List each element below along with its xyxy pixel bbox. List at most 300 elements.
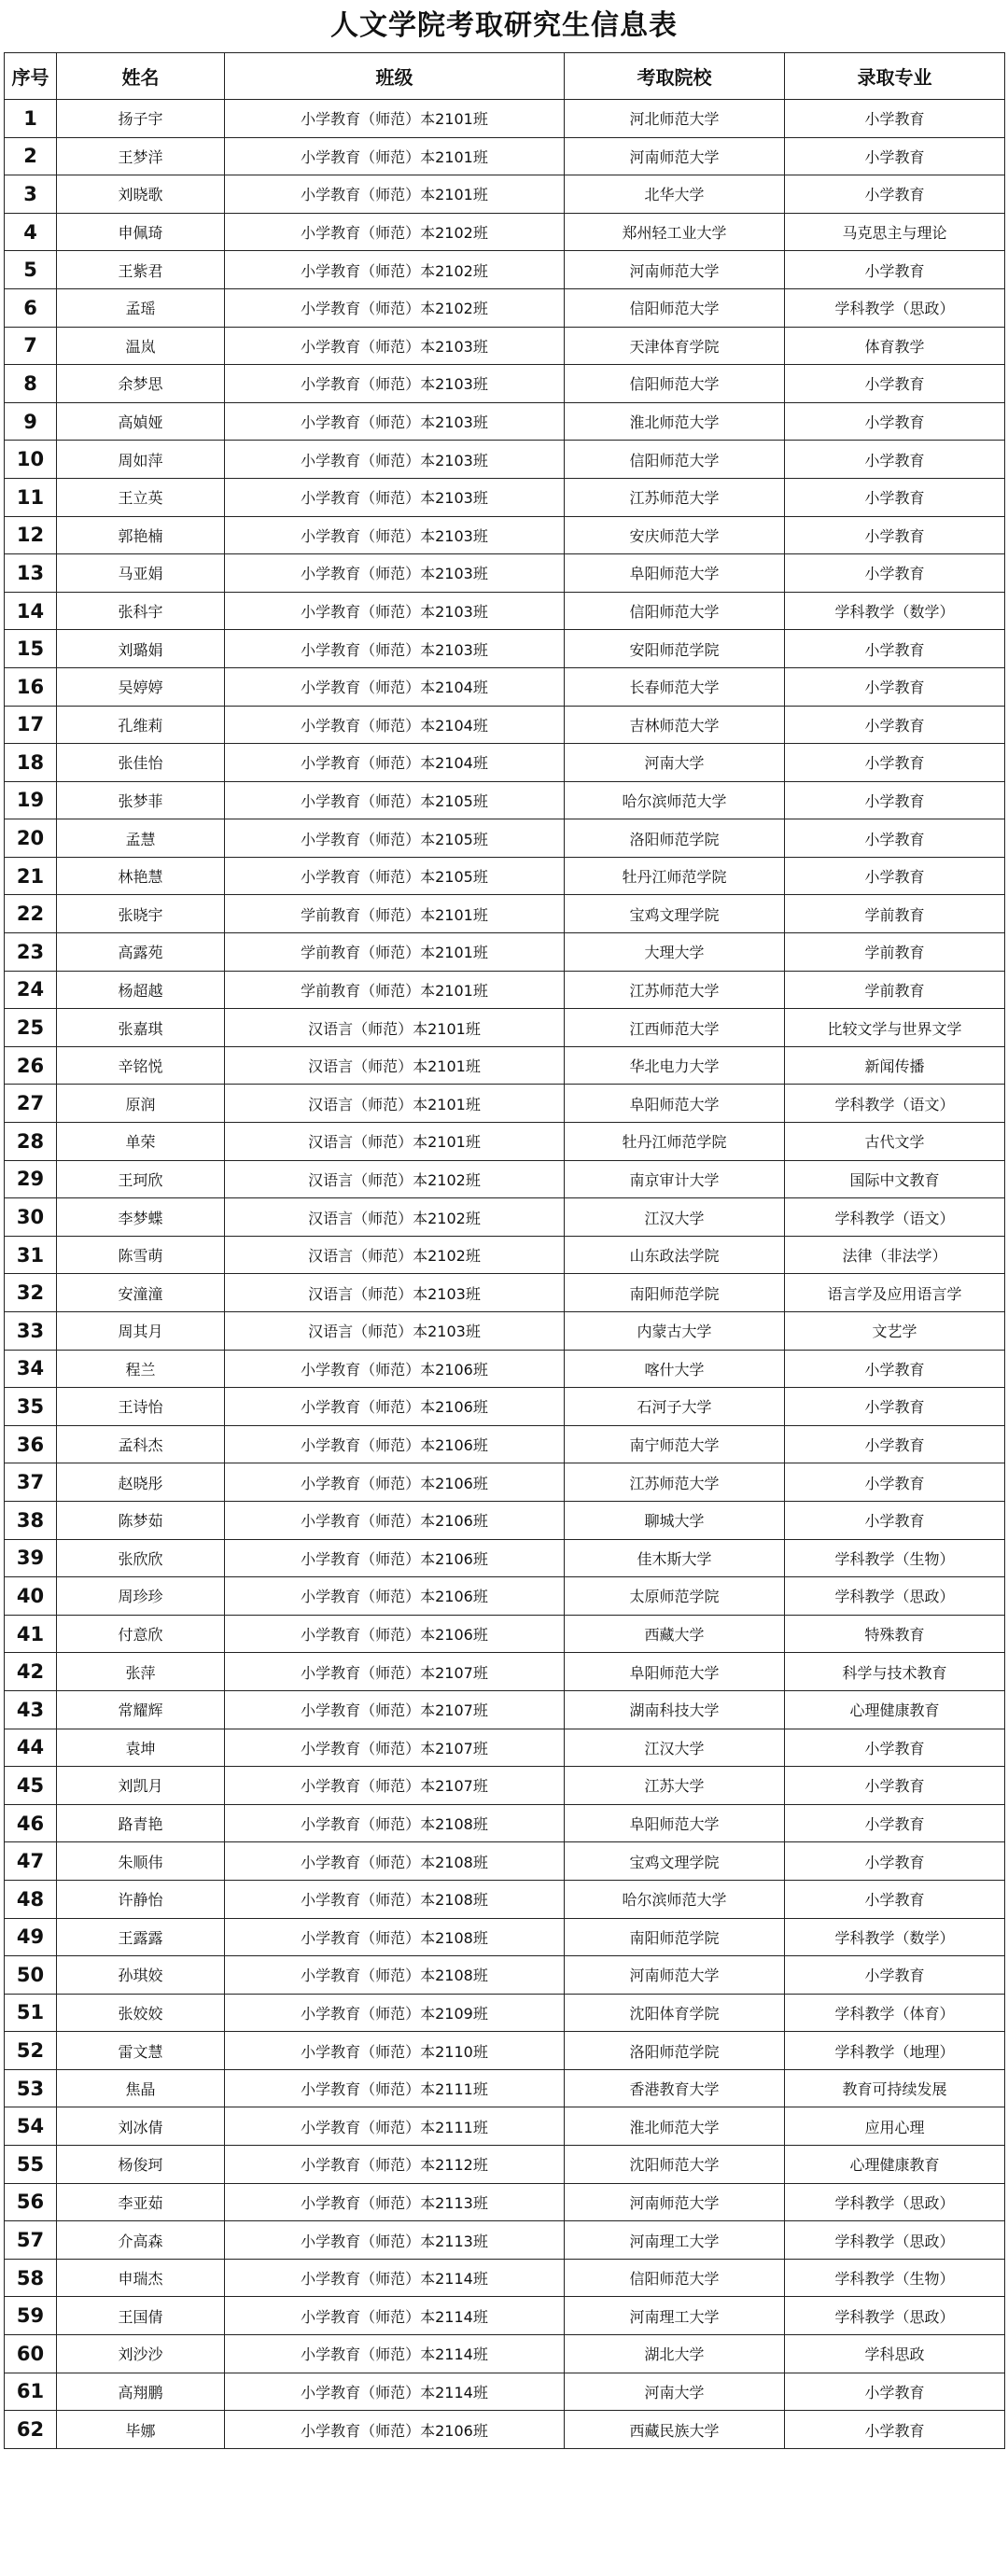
cell-index: 7 (5, 327, 57, 365)
cell-major: 学科教学（语文） (785, 1198, 1005, 1237)
cell-name: 朱顺伟 (57, 1842, 225, 1881)
header-school: 考取院校 (565, 53, 785, 100)
cell-major: 小学教育 (785, 706, 1005, 744)
cell-name: 张佳怡 (57, 744, 225, 782)
table-row (5, 175, 1005, 214)
cell-index: 24 (5, 971, 57, 1009)
cell-class: 小学教育（师范）本2107班 (225, 1729, 565, 1767)
cell-name: 许静怡 (57, 1880, 225, 1918)
cell-major: 比较文学与世界文学 (785, 1009, 1005, 1047)
cell-index: 59 (5, 2297, 57, 2335)
table-row (5, 441, 1005, 479)
cell-school: 西藏民族大学 (565, 2411, 785, 2449)
cell-school: 洛阳师范学院 (565, 2032, 785, 2070)
table-row (5, 1615, 1005, 1653)
table-row (5, 1729, 1005, 1767)
table-row (5, 1312, 1005, 1351)
cell-major: 学科思政 (785, 2335, 1005, 2373)
cell-class: 小学教育（师范）本2106班 (225, 1425, 565, 1463)
cell-major: 小学教育 (785, 1425, 1005, 1463)
cell-name: 张晓宇 (57, 895, 225, 933)
cell-school: 江苏师范大学 (565, 478, 785, 516)
table-body (5, 100, 1005, 2449)
table-row (5, 2183, 1005, 2221)
cell-index: 38 (5, 1501, 57, 1539)
cell-major: 小学教育 (785, 251, 1005, 289)
table-row (5, 1653, 1005, 1691)
cell-index: 15 (5, 630, 57, 668)
cell-class: 小学教育（师范）本2106班 (225, 1615, 565, 1653)
cell-index: 6 (5, 288, 57, 327)
cell-index: 55 (5, 2146, 57, 2184)
cell-school: 沈阳体育学院 (565, 1994, 785, 2032)
table-row (5, 288, 1005, 327)
cell-name: 高翔鹏 (57, 2373, 225, 2411)
cell-index: 31 (5, 1236, 57, 1274)
cell-school: 哈尔滨师范大学 (565, 1880, 785, 1918)
cell-school: 河南师范大学 (565, 251, 785, 289)
cell-school: 北华大学 (565, 175, 785, 214)
cell-class: 小学教育（师范）本2101班 (225, 175, 565, 214)
cell-index: 18 (5, 744, 57, 782)
cell-name: 杨超越 (57, 971, 225, 1009)
cell-class: 小学教育（师范）本2103班 (225, 441, 565, 479)
cell-major: 心理健康教育 (785, 1690, 1005, 1729)
table-row (5, 744, 1005, 782)
cell-school: 信阳师范大学 (565, 441, 785, 479)
cell-class: 小学教育（师范）本2102班 (225, 251, 565, 289)
table-row (5, 2146, 1005, 2184)
cell-school: 牡丹江师范学院 (565, 1123, 785, 1161)
cell-major: 小学教育 (785, 554, 1005, 593)
cell-school: 安庆师范大学 (565, 516, 785, 554)
table-row (5, 1388, 1005, 1426)
cell-name: 焦晶 (57, 2069, 225, 2107)
cell-class: 小学教育（师范）本2113班 (225, 2221, 565, 2260)
cell-school: 南阳师范学院 (565, 1274, 785, 1312)
cell-name: 高媜娅 (57, 402, 225, 441)
cell-name: 扬子宇 (57, 100, 225, 138)
cell-major: 小学教育 (785, 478, 1005, 516)
table-row (5, 2335, 1005, 2373)
cell-class: 小学教育（师范）本2102班 (225, 288, 565, 327)
cell-major: 应用心理 (785, 2107, 1005, 2146)
cell-class: 小学教育（师范）本2107班 (225, 1690, 565, 1729)
cell-name: 袁坤 (57, 1729, 225, 1767)
cell-major: 学科教学（地理） (785, 2032, 1005, 2070)
cell-class: 小学教育（师范）本2104班 (225, 744, 565, 782)
cell-index: 12 (5, 516, 57, 554)
cell-class: 汉语言（师范）本2102班 (225, 1160, 565, 1198)
cell-index: 61 (5, 2373, 57, 2411)
table-row (5, 971, 1005, 1009)
cell-name: 林艳慧 (57, 857, 225, 895)
table-row (5, 1198, 1005, 1237)
cell-name: 张欣欣 (57, 1539, 225, 1577)
table-row (5, 1350, 1005, 1388)
cell-class: 小学教育（师范）本2107班 (225, 1653, 565, 1691)
cell-name: 张萍 (57, 1653, 225, 1691)
cell-school: 牡丹江师范学院 (565, 857, 785, 895)
cell-class: 学前教育（师范）本2101班 (225, 895, 565, 933)
table-row (5, 781, 1005, 819)
cell-major: 体育教学 (785, 327, 1005, 365)
table-row (5, 1918, 1005, 1956)
cell-index: 53 (5, 2069, 57, 2107)
cell-class: 小学教育（师范）本2104班 (225, 706, 565, 744)
cell-name: 王国倩 (57, 2297, 225, 2335)
cell-name: 杨俊珂 (57, 2146, 225, 2184)
cell-school: 郑州轻工业大学 (565, 213, 785, 251)
cell-school: 江汉大学 (565, 1729, 785, 1767)
cell-class: 小学教育（师范）本2114班 (225, 2259, 565, 2297)
cell-index: 45 (5, 1767, 57, 1805)
cell-school: 喀什大学 (565, 1350, 785, 1388)
cell-name: 周其月 (57, 1312, 225, 1351)
cell-index: 52 (5, 2032, 57, 2070)
cell-name: 常耀辉 (57, 1690, 225, 1729)
cell-index: 50 (5, 1956, 57, 1995)
cell-class: 汉语言（师范）本2102班 (225, 1198, 565, 1237)
cell-index: 13 (5, 554, 57, 593)
table-row (5, 667, 1005, 706)
cell-major: 小学教育 (785, 819, 1005, 858)
cell-school: 江汉大学 (565, 1198, 785, 1237)
table-row (5, 2297, 1005, 2335)
cell-name: 王立英 (57, 478, 225, 516)
cell-name: 王珂欣 (57, 1160, 225, 1198)
cell-class: 小学教育（师范）本2103班 (225, 402, 565, 441)
table-row (5, 2032, 1005, 2070)
cell-name: 李亚茹 (57, 2183, 225, 2221)
table-row (5, 365, 1005, 403)
cell-school: 信阳师范大学 (565, 365, 785, 403)
cell-name: 程兰 (57, 1350, 225, 1388)
cell-major: 小学教育 (785, 402, 1005, 441)
cell-major: 小学教育 (785, 630, 1005, 668)
cell-major: 学科教学（思政） (785, 2297, 1005, 2335)
cell-index: 16 (5, 667, 57, 706)
cell-school: 华北电力大学 (565, 1046, 785, 1085)
cell-name: 刘沙沙 (57, 2335, 225, 2373)
cell-major: 学科教学（生物） (785, 1539, 1005, 1577)
cell-major: 小学教育 (785, 137, 1005, 175)
cell-index: 5 (5, 251, 57, 289)
cell-class: 学前教育（师范）本2101班 (225, 971, 565, 1009)
header-major: 录取专业 (785, 53, 1005, 100)
cell-class: 小学教育（师范）本2108班 (225, 1842, 565, 1881)
table-row (5, 857, 1005, 895)
cell-major: 小学教育 (785, 857, 1005, 895)
cell-name: 陈梦茹 (57, 1501, 225, 1539)
cell-name: 刘冰倩 (57, 2107, 225, 2146)
cell-class: 小学教育（师范）本2106班 (225, 1539, 565, 1577)
cell-name: 刘凯月 (57, 1767, 225, 1805)
cell-index: 44 (5, 1729, 57, 1767)
cell-major: 学科教学（数学） (785, 1918, 1005, 1956)
table-row (5, 1463, 1005, 1502)
cell-class: 小学教育（师范）本2103班 (225, 592, 565, 630)
cell-name: 孟瑶 (57, 288, 225, 327)
table-row (5, 2411, 1005, 2449)
table-row (5, 402, 1005, 441)
cell-name: 温岚 (57, 327, 225, 365)
cell-name: 王紫君 (57, 251, 225, 289)
cell-school: 河南师范大学 (565, 1956, 785, 1995)
cell-school: 内蒙古大学 (565, 1312, 785, 1351)
table-row (5, 933, 1005, 972)
cell-major: 科学与技术教育 (785, 1653, 1005, 1691)
cell-class: 小学教育（师范）本2101班 (225, 100, 565, 138)
cell-class: 小学教育（师范）本2108班 (225, 1804, 565, 1842)
cell-index: 20 (5, 819, 57, 858)
cell-index: 46 (5, 1804, 57, 1842)
cell-school: 江苏师范大学 (565, 971, 785, 1009)
cell-major: 小学教育 (785, 1729, 1005, 1767)
cell-class: 小学教育（师范）本2108班 (225, 1880, 565, 1918)
table-row (5, 516, 1005, 554)
cell-school: 信阳师范大学 (565, 2259, 785, 2297)
cell-name: 高露苑 (57, 933, 225, 972)
cell-major: 学科教学（生物） (785, 2259, 1005, 2297)
cell-index: 62 (5, 2411, 57, 2449)
table-row (5, 1274, 1005, 1312)
cell-school: 阜阳师范大学 (565, 1653, 785, 1691)
cell-major: 语言学及应用语言学 (785, 1274, 1005, 1312)
cell-index: 14 (5, 592, 57, 630)
cell-school: 阜阳师范大学 (565, 554, 785, 593)
cell-school: 江西师范大学 (565, 1009, 785, 1047)
cell-class: 小学教育（师范）本2106班 (225, 1501, 565, 1539)
cell-class: 小学教育（师范）本2102班 (225, 213, 565, 251)
cell-name: 陈雪萌 (57, 1236, 225, 1274)
cell-class: 小学教育（师范）本2103班 (225, 327, 565, 365)
cell-index: 9 (5, 402, 57, 441)
cell-class: 小学教育（师范）本2105班 (225, 781, 565, 819)
cell-name: 原润 (57, 1085, 225, 1123)
cell-class: 小学教育（师范）本2106班 (225, 1463, 565, 1502)
cell-index: 8 (5, 365, 57, 403)
cell-class: 汉语言（师范）本2101班 (225, 1123, 565, 1161)
cell-class: 小学教育（师范）本2113班 (225, 2183, 565, 2221)
cell-class: 小学教育（师范）本2108班 (225, 1956, 565, 1995)
cell-name: 路青艳 (57, 1804, 225, 1842)
cell-major: 小学教育 (785, 175, 1005, 214)
cell-school: 阜阳师范大学 (565, 1085, 785, 1123)
cell-index: 57 (5, 2221, 57, 2260)
table-row (5, 327, 1005, 365)
cell-name: 余梦思 (57, 365, 225, 403)
cell-school: 河北师范大学 (565, 100, 785, 138)
cell-class: 小学教育（师范）本2111班 (225, 2107, 565, 2146)
cell-school: 天津体育学院 (565, 327, 785, 365)
cell-name: 王露露 (57, 1918, 225, 1956)
cell-name: 雷文慧 (57, 2032, 225, 2070)
cell-name: 张姣姣 (57, 1994, 225, 2032)
page-title: 人文学院考取研究生信息表 (330, 9, 678, 42)
cell-index: 42 (5, 1653, 57, 1691)
cell-name: 安潼潼 (57, 1274, 225, 1312)
cell-index: 33 (5, 1312, 57, 1351)
cell-school: 安阳师范学院 (565, 630, 785, 668)
cell-class: 小学教育（师范）本2114班 (225, 2297, 565, 2335)
cell-class: 小学教育（师范）本2109班 (225, 1994, 565, 2032)
cell-major: 小学教育 (785, 441, 1005, 479)
cell-index: 3 (5, 175, 57, 214)
cell-school: 江苏大学 (565, 1767, 785, 1805)
table-row (5, 2373, 1005, 2411)
cell-index: 43 (5, 1690, 57, 1729)
cell-class: 小学教育（师范）本2105班 (225, 857, 565, 895)
cell-class: 小学教育（师范）本2103班 (225, 630, 565, 668)
header-index: 序号 (5, 53, 57, 100)
table-row (5, 1956, 1005, 1995)
cell-name: 介高森 (57, 2221, 225, 2260)
cell-school: 宝鸡文理学院 (565, 1842, 785, 1881)
cell-name: 周珍珍 (57, 1577, 225, 1616)
cell-class: 小学教育（师范）本2110班 (225, 2032, 565, 2070)
cell-index: 49 (5, 1918, 57, 1956)
cell-class: 小学教育（师范）本2106班 (225, 1388, 565, 1426)
cell-name: 申佩琦 (57, 213, 225, 251)
cell-major: 学科教学（思政） (785, 2221, 1005, 2260)
cell-index: 54 (5, 2107, 57, 2146)
cell-school: 河南大学 (565, 2373, 785, 2411)
cell-school: 江苏师范大学 (565, 1463, 785, 1502)
cell-index: 27 (5, 1085, 57, 1123)
cell-school: 南京审计大学 (565, 1160, 785, 1198)
table-row (5, 1577, 1005, 1616)
cell-school: 西藏大学 (565, 1615, 785, 1653)
cell-major: 国际中文教育 (785, 1160, 1005, 1198)
cell-name: 孟科杰 (57, 1425, 225, 1463)
table-row (5, 1160, 1005, 1198)
cell-name: 周如萍 (57, 441, 225, 479)
cell-major: 小学教育 (785, 1880, 1005, 1918)
cell-name: 张科宇 (57, 592, 225, 630)
table-row (5, 1009, 1005, 1047)
cell-school: 南宁师范大学 (565, 1425, 785, 1463)
cell-index: 29 (5, 1160, 57, 1198)
cell-school: 淮北师范大学 (565, 402, 785, 441)
cell-index: 2 (5, 137, 57, 175)
cell-index: 30 (5, 1198, 57, 1237)
cell-name: 张嘉琪 (57, 1009, 225, 1047)
cell-class: 学前教育（师范）本2101班 (225, 933, 565, 972)
header-class: 班级 (225, 53, 565, 100)
cell-class: 小学教育（师范）本2106班 (225, 1577, 565, 1616)
cell-class: 小学教育（师范）本2114班 (225, 2335, 565, 2373)
cell-school: 太原师范学院 (565, 1577, 785, 1616)
table-header-row (5, 53, 1005, 100)
cell-school: 洛阳师范学院 (565, 819, 785, 858)
table-row (5, 1880, 1005, 1918)
cell-index: 36 (5, 1425, 57, 1463)
cell-class: 汉语言（师范）本2103班 (225, 1274, 565, 1312)
cell-school: 湖南科技大学 (565, 1690, 785, 1729)
table-row (5, 895, 1005, 933)
cell-index: 34 (5, 1350, 57, 1388)
cell-class: 小学教育（师范）本2107班 (225, 1767, 565, 1805)
cell-school: 阜阳师范大学 (565, 1804, 785, 1842)
cell-major: 小学教育 (785, 744, 1005, 782)
table-row (5, 100, 1005, 138)
cell-index: 25 (5, 1009, 57, 1047)
cell-class: 汉语言（师范）本2101班 (225, 1009, 565, 1047)
cell-school: 信阳师范大学 (565, 288, 785, 327)
table-row (5, 251, 1005, 289)
cell-class: 小学教育（师范）本2101班 (225, 137, 565, 175)
cell-school: 香港教育大学 (565, 2069, 785, 2107)
cell-major: 小学教育 (785, 100, 1005, 138)
cell-major: 心理健康教育 (785, 2146, 1005, 2184)
cell-major: 古代文学 (785, 1123, 1005, 1161)
cell-class: 汉语言（师范）本2103班 (225, 1312, 565, 1351)
cell-major: 小学教育 (785, 1388, 1005, 1426)
cell-major: 学前教育 (785, 933, 1005, 972)
cell-index: 51 (5, 1994, 57, 2032)
cell-major: 小学教育 (785, 1767, 1005, 1805)
cell-school: 哈尔滨师范大学 (565, 781, 785, 819)
table-row (5, 1501, 1005, 1539)
cell-major: 小学教育 (785, 365, 1005, 403)
cell-major: 学科教学（思政） (785, 288, 1005, 327)
cell-major: 小学教育 (785, 1842, 1005, 1881)
cell-class: 小学教育（师范）本2103班 (225, 478, 565, 516)
cell-index: 40 (5, 1577, 57, 1616)
cell-major: 学前教育 (785, 971, 1005, 1009)
header-name: 姓名 (57, 53, 225, 100)
table-row (5, 2069, 1005, 2107)
cell-school: 信阳师范大学 (565, 592, 785, 630)
table-row (5, 1425, 1005, 1463)
cell-class: 小学教育（师范）本2106班 (225, 2411, 565, 2449)
cell-index: 60 (5, 2335, 57, 2373)
cell-school: 宝鸡文理学院 (565, 895, 785, 933)
cell-class: 小学教育（师范）本2103班 (225, 365, 565, 403)
cell-name: 单荣 (57, 1123, 225, 1161)
cell-index: 19 (5, 781, 57, 819)
cell-index: 10 (5, 441, 57, 479)
cell-school: 佳木斯大学 (565, 1539, 785, 1577)
cell-major: 小学教育 (785, 2411, 1005, 2449)
cell-class: 小学教育（师范）本2104班 (225, 667, 565, 706)
cell-index: 56 (5, 2183, 57, 2221)
cell-school: 大理大学 (565, 933, 785, 972)
table-row (5, 1085, 1005, 1123)
cell-major: 小学教育 (785, 1956, 1005, 1995)
cell-name: 王诗怡 (57, 1388, 225, 1426)
cell-name: 毕娜 (57, 2411, 225, 2449)
table-row (5, 1236, 1005, 1274)
table-row (5, 2107, 1005, 2146)
cell-name: 孔维莉 (57, 706, 225, 744)
cell-index: 39 (5, 1539, 57, 1577)
cell-index: 32 (5, 1274, 57, 1312)
cell-index: 58 (5, 2259, 57, 2297)
table-row (5, 1767, 1005, 1805)
table-row (5, 1046, 1005, 1085)
cell-major: 文艺学 (785, 1312, 1005, 1351)
cell-name: 郭艳楠 (57, 516, 225, 554)
cell-major: 学科教学（语文） (785, 1085, 1005, 1123)
cell-name: 刘晓歌 (57, 175, 225, 214)
table-row (5, 1804, 1005, 1842)
cell-major: 小学教育 (785, 2373, 1005, 2411)
cell-school: 河南大学 (565, 744, 785, 782)
admissions-table (4, 52, 1005, 2449)
cell-name: 孙琪姣 (57, 1956, 225, 1995)
